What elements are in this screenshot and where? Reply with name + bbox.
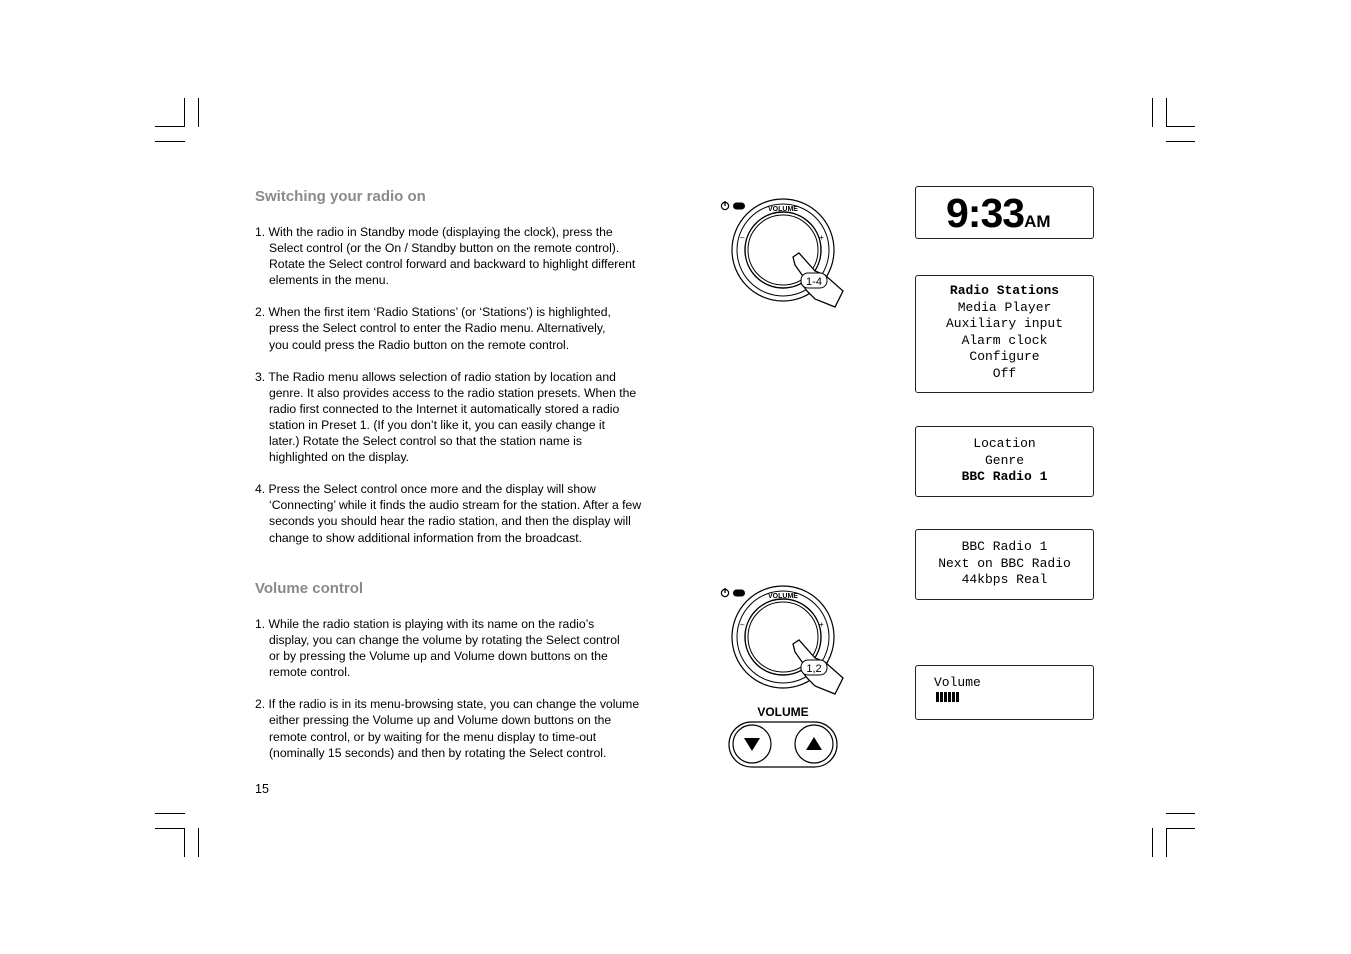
- instruction-line: radio first connected to the Internet it automatically stored a radio: [269, 401, 620, 416]
- crop-mark: [184, 828, 185, 857]
- instruction-step: [255, 481, 675, 545]
- instruction-line: highlighted on the display.: [269, 450, 410, 465]
- instruction-line: display, you can change the volume by rotating the Select control: [269, 633, 620, 648]
- lcd-row: Configure: [969, 349, 1040, 364]
- instruction-line: (nominally 15 seconds) and then by rotating the Select control.: [269, 745, 607, 760]
- page-number: 15: [255, 782, 269, 796]
- instruction-step: [255, 304, 675, 352]
- instruction-line: genre. It also provides access to the radio station presets. When the: [269, 385, 637, 400]
- instruction-line: remote control.: [269, 665, 351, 680]
- clock-ampm: AM: [1024, 212, 1051, 231]
- lcd-main-menu: [915, 275, 1094, 393]
- lcd-row: Media Player: [957, 299, 1052, 315]
- lcd-clock-display: [915, 186, 1094, 239]
- section-heading-switching-on: Switching your radio on: [255, 188, 426, 205]
- instruction-line: you could press the Radio button on the remote control.: [269, 337, 570, 352]
- volume-bar-segment: [956, 692, 959, 702]
- instruction-line: Rotate the Select control forward and backward to highlight different: [269, 257, 636, 272]
- lcd-row: 44kbps Real: [961, 572, 1048, 587]
- volume-bar-segment: [952, 692, 955, 702]
- lcd-row: Alarm clock: [961, 332, 1048, 348]
- svg-text:–: –: [740, 233, 745, 242]
- crop-mark: [155, 141, 185, 142]
- lcd-row: BBC Radio 1: [961, 539, 1048, 554]
- instruction-step: [255, 696, 675, 760]
- instruction-line: Select control (or the On / Standby button on the remote control).: [269, 241, 620, 256]
- crop-mark: [155, 828, 185, 829]
- clock-time: 9:33: [946, 190, 1025, 236]
- volume-remote-buttons: [728, 720, 840, 770]
- instruction-line: ‘Connecting’ while it finds the audio stream for the station. After a few: [269, 498, 642, 513]
- crop-mark: [198, 98, 199, 127]
- section-heading-volume: Volume control: [255, 580, 364, 597]
- volume-bar-segment: [948, 692, 951, 702]
- volume-down-button[interactable]: [733, 725, 771, 763]
- instruction-line: 4. Press the Select control once more and the display will show: [255, 482, 596, 497]
- knob-ring-label: VOLUME: [768, 593, 798, 600]
- instruction-line: press the Select control to enter the Radio menu. Alternatively,: [269, 321, 606, 336]
- instruction-line: 1. While the radio station is playing with its name on the radio’s: [255, 617, 595, 631]
- select-knob-illustration: [715, 195, 855, 315]
- instruction-line: 2. If the radio is in its menu-browsing state, you can change the volume: [255, 697, 640, 712]
- instruction-list-switching-on: [255, 224, 675, 562]
- crop-mark: [1152, 98, 1153, 127]
- volume-bar-segment: [944, 692, 947, 702]
- lcd-row: Auxiliary input: [945, 316, 1064, 331]
- instruction-line: or by pressing the Volume up and Volume down buttons on the: [269, 649, 608, 664]
- instruction-line: either pressing the Volume up and Volume down buttons on the: [269, 713, 612, 728]
- svg-text:+: +: [819, 620, 824, 629]
- standby-icon: [733, 203, 745, 210]
- volume-bar-segment: [940, 692, 943, 702]
- standby-icon: [733, 590, 745, 597]
- volume-label: Volume: [934, 675, 981, 690]
- lcd-row: Off: [992, 365, 1017, 381]
- volume-bar-segment: [936, 692, 939, 702]
- instruction-line: 2. When the first item ‘Radio Stations’ (or ‘Stations’) is highlighted,: [255, 305, 611, 320]
- crop-mark: [1166, 126, 1195, 127]
- svg-text:+: +: [819, 233, 824, 242]
- crop-mark: [1166, 141, 1195, 142]
- instruction-step: [255, 616, 675, 680]
- crop-mark: [1166, 828, 1195, 829]
- instruction-step: [255, 369, 675, 466]
- lcd-row: Genre: [984, 452, 1024, 468]
- volume-level-bar: [936, 692, 959, 702]
- instruction-line: 3. The Radio menu allows selection of radio station by location and: [255, 369, 616, 384]
- instruction-line: remote control, or by waiting for the menu display to time-out: [269, 729, 597, 744]
- crop-mark: [1152, 828, 1153, 857]
- instruction-line: station in Preset 1. (If you don’t like it, you can easily change it: [269, 417, 606, 432]
- instruction-step: [255, 224, 675, 288]
- instruction-list-volume: [255, 616, 675, 777]
- crop-mark: [155, 813, 185, 814]
- select-knob-illustration: [715, 582, 855, 702]
- instruction-line: elements in the menu.: [269, 273, 389, 288]
- crop-mark: [1166, 813, 1195, 814]
- crop-mark: [1166, 98, 1167, 127]
- volume-remote-label: VOLUME: [757, 705, 809, 719]
- lcd-radio-menu: [915, 426, 1094, 497]
- instruction-line: change to show additional information from the broadcast.: [269, 530, 582, 545]
- lcd-row: BBC Radio 1: [961, 469, 1048, 484]
- instruction-line: 1. With the radio in Standby mode (displaying the clock), press the: [255, 225, 613, 239]
- volume-up-button[interactable]: [795, 725, 833, 763]
- crop-mark: [198, 828, 199, 857]
- crop-mark: [155, 126, 185, 127]
- svg-text:–: –: [740, 620, 745, 629]
- crop-mark: [1166, 828, 1167, 857]
- lcd-station-info: [915, 529, 1094, 600]
- instruction-line: seconds you should hear the radio station, and then the display will: [269, 514, 631, 529]
- power-icon: [721, 201, 728, 210]
- knob-ring-label: VOLUME: [768, 206, 798, 213]
- step-label: 1,2: [806, 663, 822, 675]
- step-label: 1-4: [806, 276, 822, 288]
- lcd-row: Next on BBC Radio: [938, 555, 1071, 571]
- crop-mark: [184, 98, 185, 127]
- lcd-row: Location: [973, 436, 1036, 451]
- power-icon: [721, 588, 728, 597]
- instruction-line: later.) Rotate the Select control so that the station name is: [269, 434, 582, 449]
- lcd-row: Radio Stations: [949, 283, 1060, 298]
- lcd-volume-display: [915, 665, 1094, 720]
